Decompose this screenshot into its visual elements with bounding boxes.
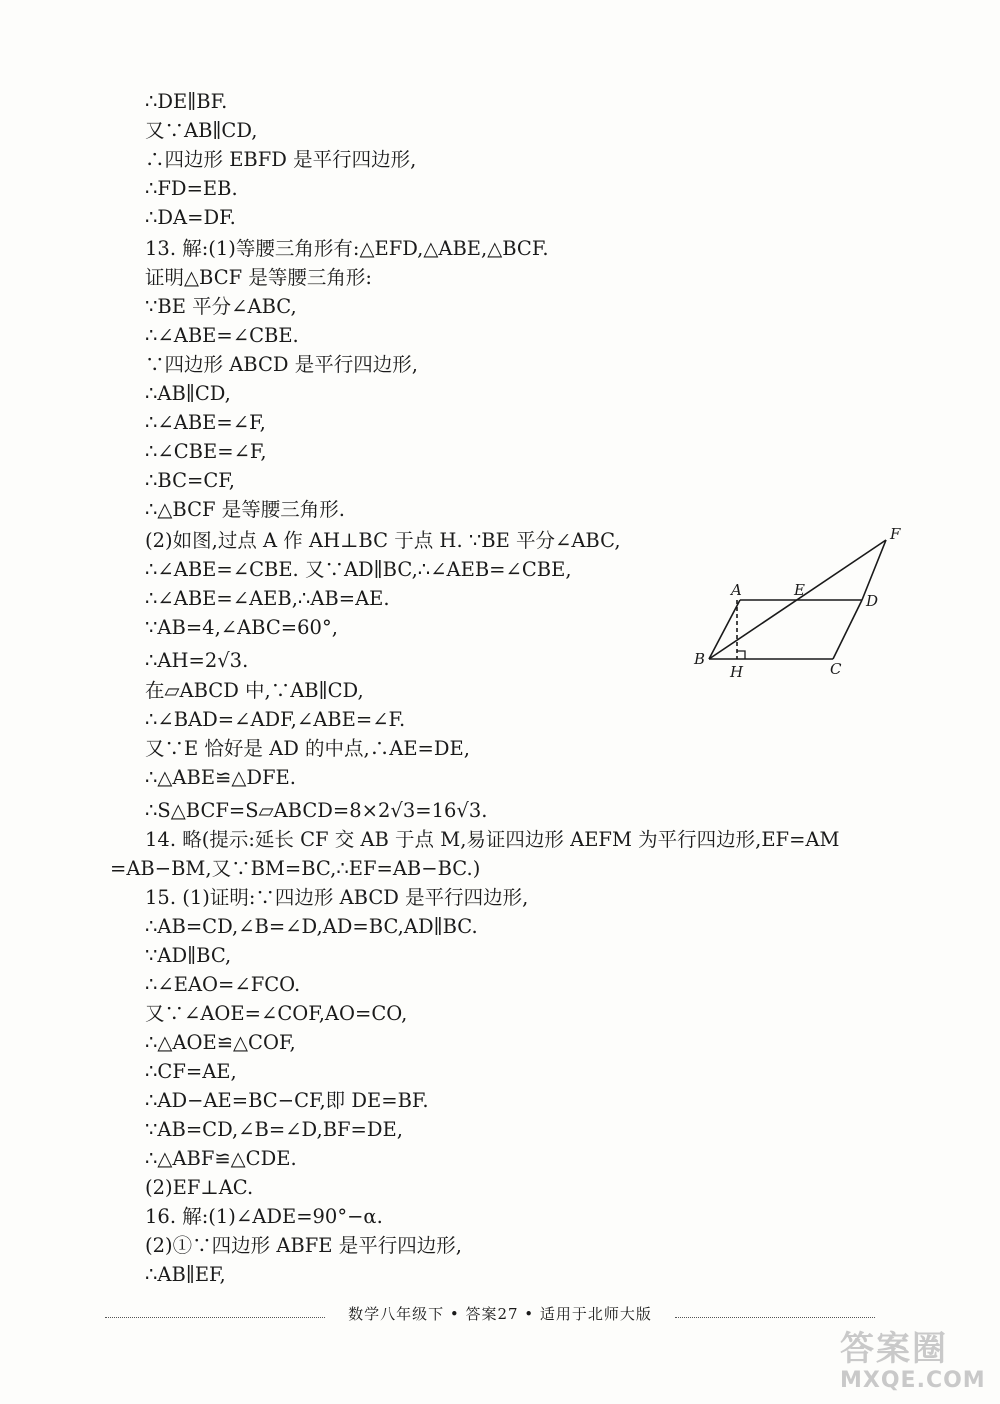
problem-14-line: 14. 略(提示:延长 CF 交 AB 于点 M,易证四边形 AEFM 为平行四边形,EF=AM: [145, 828, 840, 851]
text-line: ∴△BCF 是等腰三角形.: [145, 498, 345, 521]
area-formula-line: ∴S△BCF=S▱ABCD=8×2√3=16√3.: [145, 799, 488, 822]
label-b: B: [694, 650, 706, 668]
text-line: (2)EF⊥AC.: [145, 1176, 254, 1199]
text-line: 在▱ABCD 中,∵AB∥CD,: [145, 679, 364, 702]
footer-rule-right: [675, 1317, 875, 1318]
text-line: ∴FD=EB.: [145, 177, 238, 200]
watermark-bottom-text: MXQE.COM: [840, 1368, 986, 1393]
text-line: ∴∠EAO=∠FCO.: [145, 973, 301, 996]
text-line: ∴∠ABE=∠CBE. 又∵AD∥BC,∴∠AEB=∠CBE,: [145, 558, 572, 581]
text-line: 又∵AB∥CD,: [145, 119, 258, 142]
segment-ba: [709, 600, 740, 659]
text-line: ∴AB∥EF,: [145, 1263, 226, 1286]
text-line: ∵AB=4,∠ABC=60°,: [145, 616, 338, 639]
text-line: ∴△ABF≌△CDE.: [145, 1147, 297, 1170]
text-line: ∵AD∥BC,: [145, 944, 232, 967]
text-line: ∴∠ABE=∠CBE.: [145, 324, 299, 347]
text-line: ∴CF=AE,: [145, 1060, 237, 1083]
footer-caption: 数学八年级下 • 答案27 • 适用于北师大版: [348, 1305, 652, 1323]
text-line: (2)①∵四边形 ABFE 是平行四边形,: [145, 1234, 462, 1257]
text-line: ∴△ABE≌△DFE.: [145, 766, 296, 789]
text-line: ∴BC=CF,: [145, 469, 235, 492]
text-line: ∴∠ABE=∠AEB,∴AB=AE.: [145, 587, 390, 610]
watermark-top-text: 答案圈: [840, 1329, 948, 1369]
text-line: 证明△BCF 是等腰三角形:: [145, 266, 372, 289]
problem-13-heading: 13. 解:(1)等腰三角形有:△EFD,△ABE,△BCF.: [145, 237, 549, 260]
problem-14-continuation: =AB−BM,又∵BM=BC,∴EF=AB−BC.): [110, 857, 481, 880]
text-line: 又∵∠AOE=∠COF,AO=CO,: [145, 1002, 408, 1025]
text-line: ∵AB=CD,∠B=∠D,BF=DE,: [145, 1118, 403, 1141]
text-line: ∴AH=2√3.: [145, 649, 249, 672]
label-h: H: [730, 663, 744, 681]
text-line: ∴DE∥BF.: [145, 90, 228, 113]
text-line: ∴四边形 EBFD 是平行四边形,: [145, 148, 417, 171]
problem-15-heading: 15. (1)证明:∵四边形 ABCD 是平行四边形,: [145, 886, 529, 909]
parallelogram-figure: [690, 522, 915, 687]
problem-16-heading: 16. 解:(1)∠ADE=90°−α.: [145, 1205, 383, 1228]
text-line: ∵BE 平分∠ABC,: [145, 295, 297, 318]
label-c: C: [830, 660, 842, 678]
label-f: F: [890, 525, 901, 543]
segment-dc: [833, 600, 862, 659]
text-line: ∴∠ABE=∠F,: [145, 411, 266, 434]
label-d: D: [866, 592, 879, 610]
text-line: ∴AB∥CD,: [145, 382, 231, 405]
right-angle-mark: [737, 651, 745, 659]
text-line: ∴∠CBE=∠F,: [145, 440, 267, 463]
text-line: (2)如图,过点 A 作 AH⊥BC 于点 H. ∵BE 平分∠ABC,: [145, 529, 621, 552]
text-line: 又∵E 恰好是 AD 的中点,∴AE=DE,: [145, 737, 470, 760]
text-line: ∴AB=CD,∠B=∠D,AD=BC,AD∥BC.: [145, 915, 478, 938]
text-line: ∴△AOE≌△COF,: [145, 1031, 296, 1054]
label-a: A: [731, 581, 742, 599]
text-line: ∴∠BAD=∠ADF,∠ABE=∠F.: [145, 708, 406, 731]
text-line: ∴DA=DF.: [145, 206, 236, 229]
footer-rule-left: [105, 1317, 325, 1318]
text-line: ∵四边形 ABCD 是平行四边形,: [145, 353, 418, 376]
watermark-logo: [840, 1330, 990, 1400]
label-e: E: [794, 581, 805, 599]
text-line: ∴AD−AE=BC−CF,即 DE=BF.: [145, 1089, 429, 1112]
